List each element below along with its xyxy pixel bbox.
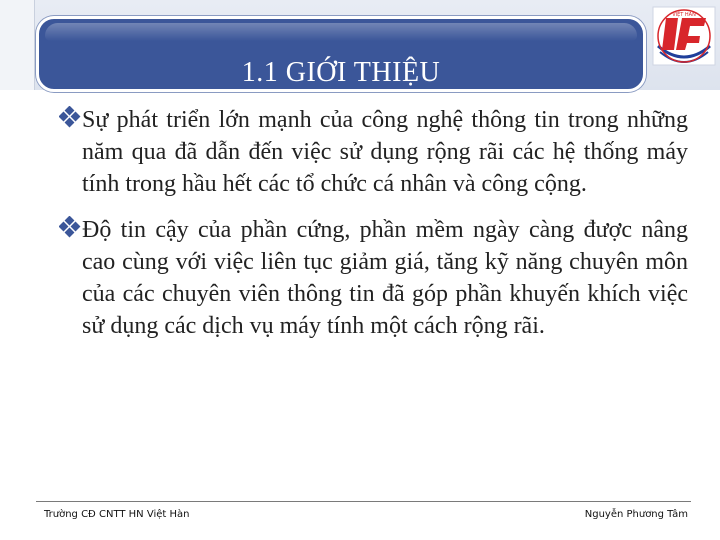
logo-caption: VIỆT HÀN [672, 12, 696, 18]
footer-author: Nguyễn Phương Tâm [584, 509, 688, 520]
diamond-bullet-icon [59, 216, 81, 238]
title-banner-gloss [45, 23, 637, 41]
bullet-item-1 [62, 104, 688, 200]
bullet-text-1: Sự phát triển lớn mạnh của công nghệ thông tin trong những năm qua đã dẫn đến việc sử dụng rộng rãi các hệ thống máy tính trong hầu hết các tổ chức cá nhân và công cộng. [82, 107, 688, 197]
bullet-text-2: Độ tin cậy của phần cứng, phần mềm ngày càng được nâng cao cùng với việc liên tục giảm giá, tăng kỹ năng chuyên môn của các chuyên viên thông tin đã góp phần khuyến khích việc sử dụng các dịch vụ máy tính một cách rộng rãi. [82, 217, 688, 339]
diamond-bullet-icon [59, 106, 81, 128]
footer-divider [36, 501, 691, 502]
left-decor-strip [0, 0, 35, 90]
title-banner [36, 16, 646, 92]
bullet-item-2 [62, 214, 688, 342]
footer-school-name: Trường CĐ CNTT HN Việt Hàn [44, 509, 190, 520]
school-logo-icon [652, 6, 716, 66]
slide-title: 1.1 GIỚI THIỆU [241, 57, 441, 88]
slide-body [62, 104, 688, 356]
